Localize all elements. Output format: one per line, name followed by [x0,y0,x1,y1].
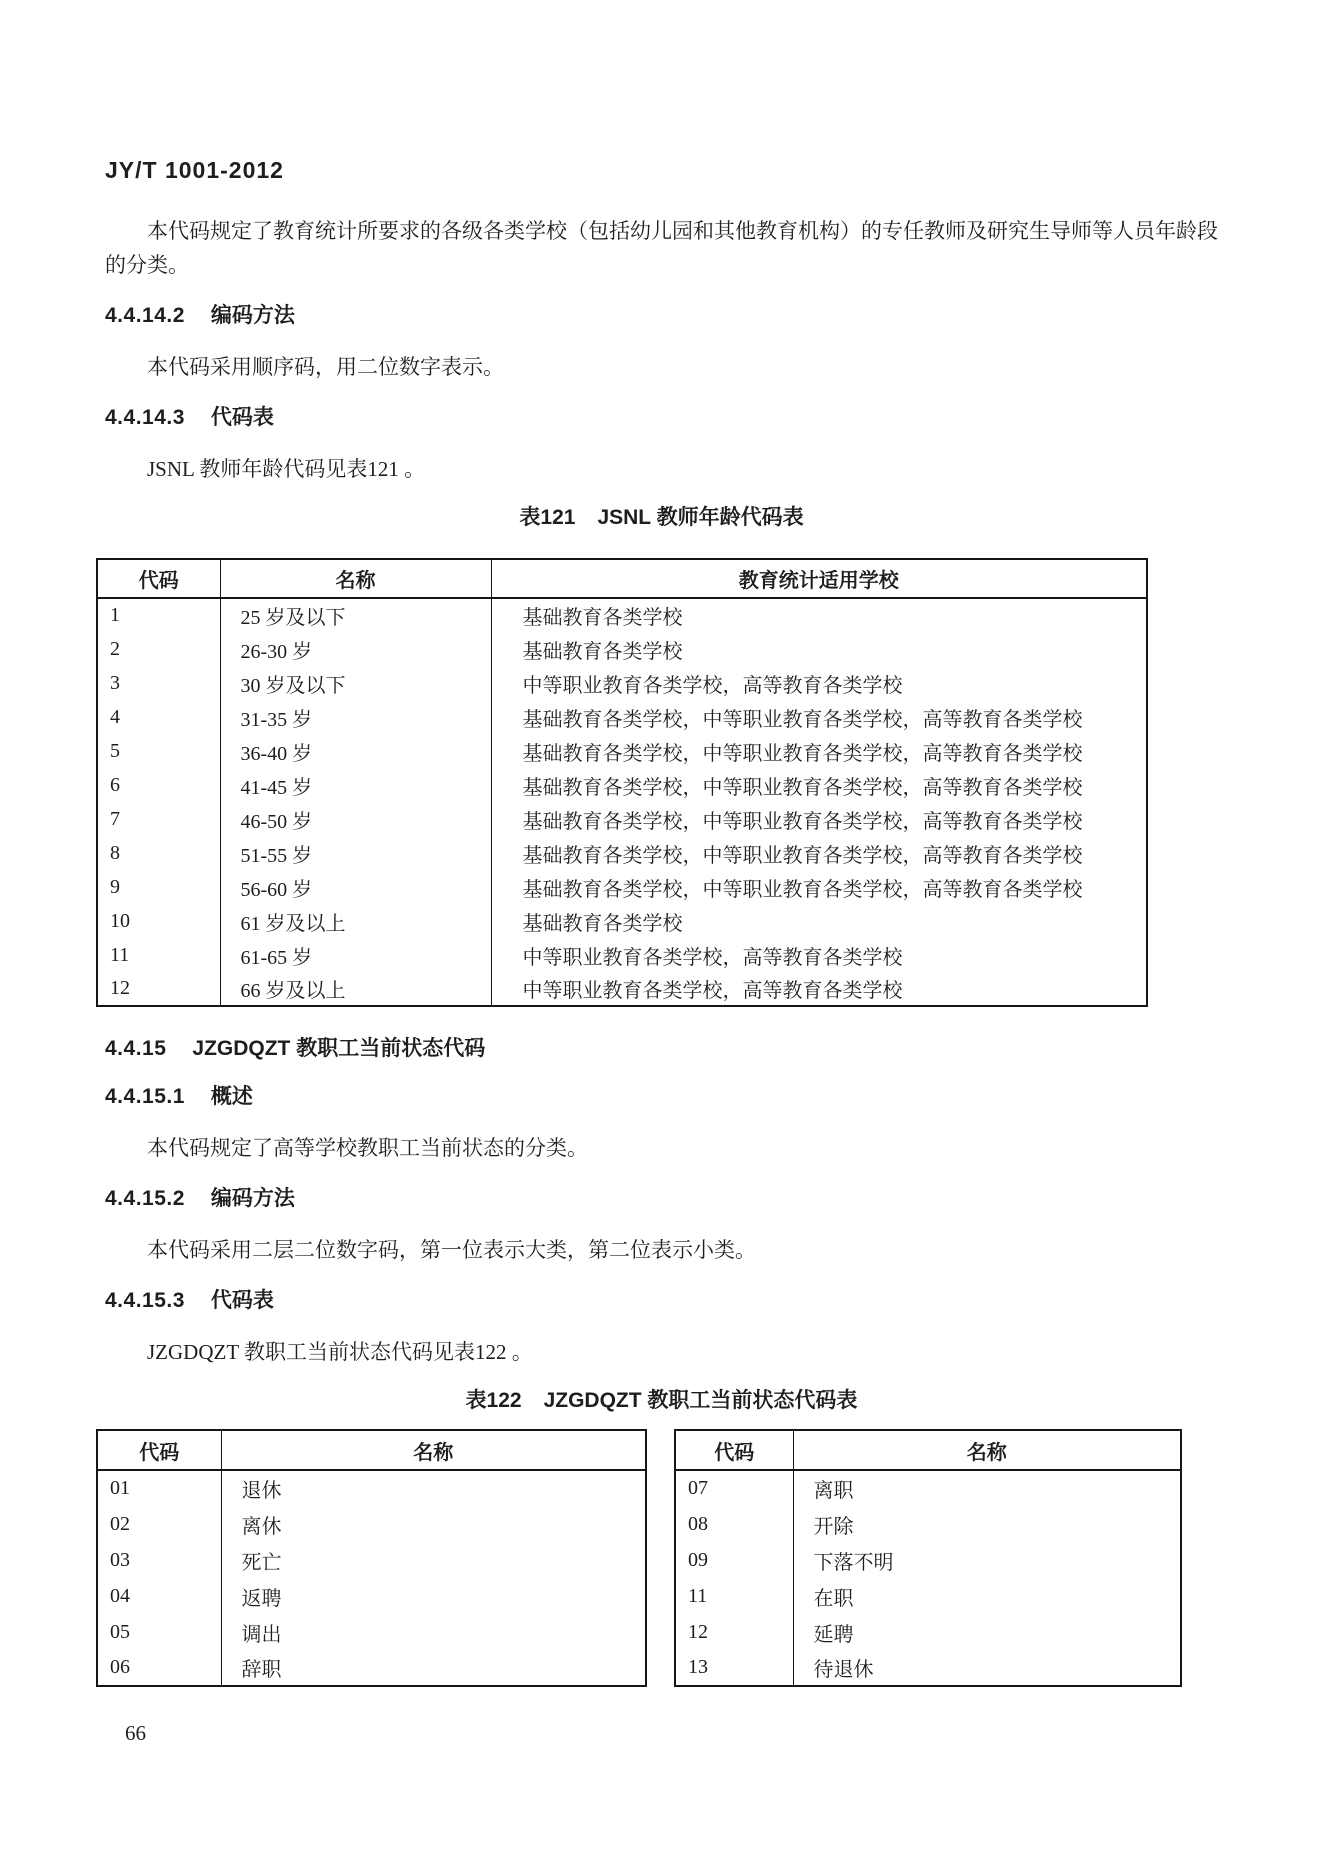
column-header-name: 名称 [221,1430,646,1470]
heading-number: 4.4.15.3 [105,1289,185,1312]
table-121 [96,558,1148,1007]
heading-title: 代码表 [210,406,274,429]
cell-code: 2 [97,632,220,666]
cell-schools: 基础教育各类学校，中等职业教育各类学校，高等教育各类学校 [522,776,1083,799]
table-caption-title: JSNL 教师年龄代码表 [597,506,804,529]
section-heading-4-4-14-3 [105,404,1218,432]
section-heading-4-4-15-3 [105,1287,1218,1315]
table-caption-label: 表122 [465,1389,522,1412]
cell-schools: 基础教育各类学校 [522,607,683,629]
page-number: 66 [125,1721,146,1745]
table-row [97,700,1147,734]
cell-code: 03 [97,1542,221,1578]
cell-schools: 基础教育各类学校 [522,640,683,663]
table-row [97,870,1147,904]
heading-title: JZGDQZT 教职工当前状态代码 [192,1037,486,1060]
heading-number: 4.4.15.2 [105,1187,185,1210]
section-heading-4-4-15-2 [105,1185,1218,1213]
cell-code: 02 [97,1506,221,1542]
column-header-code: 代码 [97,559,220,598]
cell-code: 09 [675,1542,793,1578]
cell-name: 离职 [813,1480,854,1502]
heading-number: 4.4.14.3 [105,406,185,429]
table-row [97,1542,646,1578]
cell-code: 01 [97,1470,221,1506]
column-header-code: 代码 [97,1430,221,1470]
table-row [97,768,1147,802]
table-header-row [675,1430,1181,1470]
cell-name: 辞职 [241,1659,282,1681]
cell-name: 46-50 岁 [220,802,491,836]
table-122-left [96,1429,647,1687]
cell-schools: 基础教育各类学校，中等职业教育各类学校，高等教育各类学校 [522,810,1083,833]
cell-code: 8 [97,836,220,870]
table-row [97,972,1147,1006]
cell-name: 死亡 [241,1551,282,1574]
cell-code: 11 [675,1578,793,1614]
cell-schools: 基础教育各类学校，中等职业教育各类学校，高等教育各类学校 [522,708,1083,731]
heading-title: 概述 [210,1085,253,1108]
table-row [675,1506,1181,1542]
table-row [97,632,1147,666]
table-row [675,1650,1181,1686]
heading-number: 4.4.15 [105,1037,167,1060]
table-row [97,666,1147,700]
table-row [97,1506,646,1542]
table-row [97,1614,646,1650]
heading-title: 代码表 [210,1289,274,1312]
body-paragraph: 本代码规定了高等学校教职工当前状态的分类。 [147,1136,588,1160]
cell-name: 调出 [241,1623,282,1646]
table-row [97,1650,646,1686]
body-paragraph: JSNL 教师年龄代码见表121 。 [147,457,426,481]
cell-name: 下落不明 [813,1551,894,1574]
table-row [97,938,1147,972]
cell-name: 返聘 [241,1587,282,1610]
table-122-caption [105,1387,1218,1415]
table-header-row [97,559,1147,598]
cell-name: 61 岁及以上 [220,904,491,938]
table-row [675,1614,1181,1650]
body-paragraph: 本代码采用二层二位数字码，第一位表示大类，第二位表示小类。 [147,1238,756,1262]
table-122-container [96,1429,1218,1687]
cell-name: 56-60 岁 [220,870,491,904]
cell-name: 开除 [813,1515,854,1538]
cell-schools: 基础教育各类学校，中等职业教育各类学校，高等教育各类学校 [522,742,1083,765]
cell-name: 41-45 岁 [220,768,491,802]
cell-name: 离休 [241,1515,282,1538]
cell-code: 10 [97,904,220,938]
column-header-name: 名称 [793,1430,1181,1470]
cell-name: 31-35 岁 [220,700,491,734]
cell-code: 3 [97,666,220,700]
cell-schools: 基础教育各类学校，中等职业教育各类学校，高等教育各类学校 [522,878,1083,901]
body-paragraph: 本代码采用顺序码，用二位数字表示。 [147,355,504,379]
heading-number: 4.4.15.1 [105,1085,185,1108]
column-header-code: 代码 [675,1430,793,1470]
cell-code: 5 [97,734,220,768]
table-row [97,734,1147,768]
cell-code: 9 [97,870,220,904]
table-row [675,1542,1181,1578]
cell-name: 退休 [241,1480,282,1502]
intro-paragraph: 本代码规定了教育统计所要求的各级各类学校（包括幼儿园和其他教育机构）的专任教师及研究生导师等人员年龄段的分类。 [105,219,1218,277]
section-heading-4-4-15-1 [105,1083,1218,1111]
cell-name: 在职 [813,1587,854,1610]
cell-name: 25 岁及以下 [220,598,491,632]
cell-schools: 中等职业教育各类学校，高等教育各类学校 [522,674,903,697]
body-paragraph: JZGDQZT 教职工当前状态代码见表122 。 [147,1340,533,1364]
heading-title: 编码方法 [210,304,295,327]
table-122-right [674,1429,1182,1687]
cell-code: 4 [97,700,220,734]
cell-schools: 中等职业教育各类学校，高等教育各类学校 [522,980,903,1002]
cell-code: 12 [675,1614,793,1650]
heading-number: 4.4.14.2 [105,304,185,327]
table-row [97,904,1147,938]
table-row [675,1470,1181,1506]
cell-code: 06 [97,1650,221,1686]
table-row [97,836,1147,870]
heading-title: 编码方法 [210,1187,295,1210]
table-header-row [97,1430,646,1470]
table-caption-label: 表121 [519,506,576,529]
cell-code: 11 [97,938,220,972]
cell-code: 04 [97,1578,221,1614]
cell-code: 12 [97,972,220,1006]
cell-name: 26-30 岁 [220,632,491,666]
cell-schools: 中等职业教育各类学校，高等教育各类学校 [522,946,903,969]
table-row [97,1470,646,1506]
cell-name: 待退休 [813,1659,874,1681]
cell-name: 30 岁及以下 [220,666,491,700]
cell-schools: 基础教育各类学校，中等职业教育各类学校，高等教育各类学校 [522,844,1083,867]
column-header-schools: 教育统计适用学校 [491,559,1147,598]
table-caption-title: JZGDQZT 教职工当前状态代码表 [543,1389,858,1412]
section-heading-4-4-15 [105,1035,1218,1063]
cell-name: 51-55 岁 [220,836,491,870]
doc-number: JY/T 1001-2012 [105,157,284,183]
cell-name: 36-40 岁 [220,734,491,768]
cell-schools: 基础教育各类学校 [522,912,683,935]
cell-name: 延聘 [813,1623,854,1646]
cell-code: 6 [97,768,220,802]
cell-code: 08 [675,1506,793,1542]
cell-name: 66 岁及以上 [220,972,491,1006]
cell-code: 05 [97,1614,221,1650]
table-row [97,598,1147,632]
cell-code: 7 [97,802,220,836]
table-row [97,802,1147,836]
table-121-caption [105,504,1218,532]
column-header-name: 名称 [220,559,491,598]
table-row [97,1578,646,1614]
cell-code: 1 [97,598,220,632]
cell-name: 61-65 岁 [220,938,491,972]
section-heading-4-4-14-2 [105,302,1218,330]
table-row [675,1578,1181,1614]
cell-code: 13 [675,1650,793,1686]
cell-code: 07 [675,1470,793,1506]
